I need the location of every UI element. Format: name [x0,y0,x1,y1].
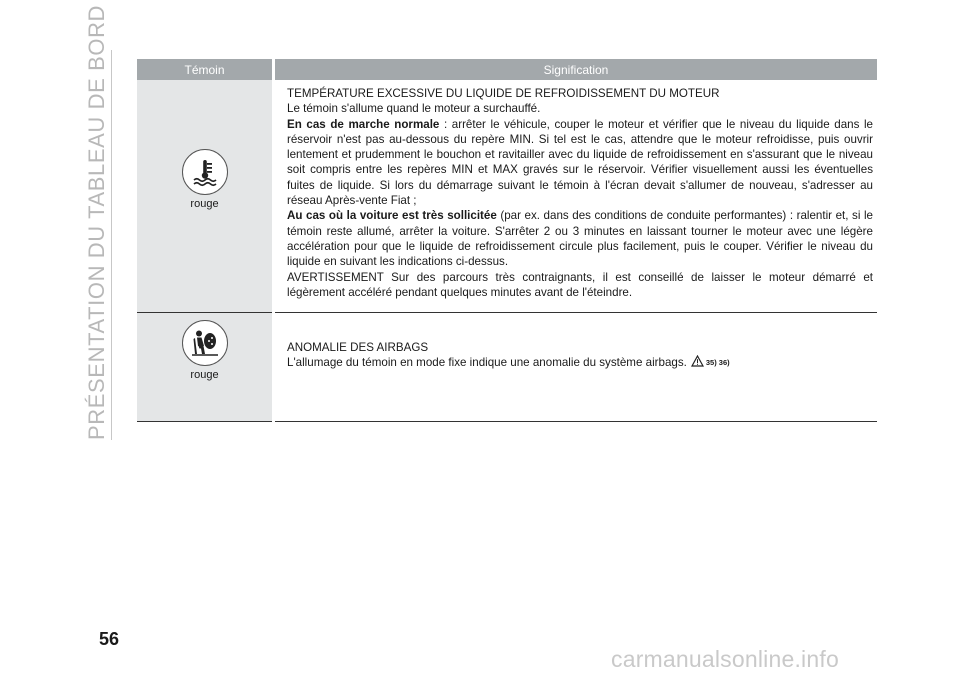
row-line-with-refs [287,355,873,371]
header-temoin: Témoin [137,59,274,80]
icon-color-label: rouge [190,369,219,381]
side-divider [111,50,112,440]
icon-cell [137,313,274,422]
icon-cell [137,80,274,313]
reference-notes: 35) 36) [705,358,730,368]
row-title: TEMPÉRATURE EXCESSIVE DU LIQUIDE DE REFROIDISSEMENT DU MOTEUR [287,87,720,100]
table-row [137,80,877,313]
normal-operation-paragraph [287,117,873,209]
normal-label: En cas de marche normale [287,117,440,131]
description-cell [274,80,878,313]
row-line: L'allumage du témoin en mode fixe indique une anomalie du système airbags. [287,356,687,370]
table-row [137,313,877,422]
row-line: Le témoin s'allume quand le moteur a surchauffé. [287,102,541,116]
normal-text: : arrêter le véhicule, couper le moteur et vérifier que le niveau du liquide dans le réservoir n'est pas au-dessous du repère MIN. Si tel est le cas, attendre que le moteur refroidisse, puis ouvrir lentement et prudemment le bouchon et ravitailler avec du liquide de refroidissement en s'assurant que le niveau soit compris entre les repères MIN et MAX gravés sur le réservoir. Vérifier visuellement aussi les éventuelles fuites de liquide. Si lors du démarrage suivant le témoin à l'écran devait s'allumer de nouveau, s'adresser au réseau Après-vente Fiat ; [287,117,873,208]
warning-lights-table [137,59,877,422]
row-title: ANOMALIE DES AIRBAGS [287,341,429,354]
warning-triangle-icon [691,355,704,371]
solicited-paragraph [287,208,873,269]
solicited-label: Au cas où la voiture est très sollicitée [287,209,497,223]
side-section-title: PRÉSENTATION DU TABLEAU DE BORD [84,4,109,440]
page-number: 56 [99,629,120,649]
warning-paragraph: AVERTISSEMENT Sur des parcours très contraignants, il est conseillé de laisser le moteur démarré et légèrement accéléré pendant quelques minutes avant de l'éteindre. [287,270,873,299]
table-header-row [137,59,877,80]
solicited-text: (par ex. dans des conditions de conduite performantes) : ralentir et, si le témoin reste allumé, arrêter la voiture. S'arrêter 2 ou 3 minutes en laissant tourner le moteur avec une légère accélération pour que le liquide de refroidissement circule plus facilement, puis le couper. Vérifier le niveau du liquide en suivant les indications ci-dessus. [287,209,873,269]
coolant-temperature-icon [182,149,228,195]
icon-color-label: rouge [190,198,219,210]
watermark-text: carmanualsonline.info [611,646,839,672]
description-cell [274,313,878,422]
airbag-icon [182,320,228,366]
header-signification: Signification [274,59,878,80]
